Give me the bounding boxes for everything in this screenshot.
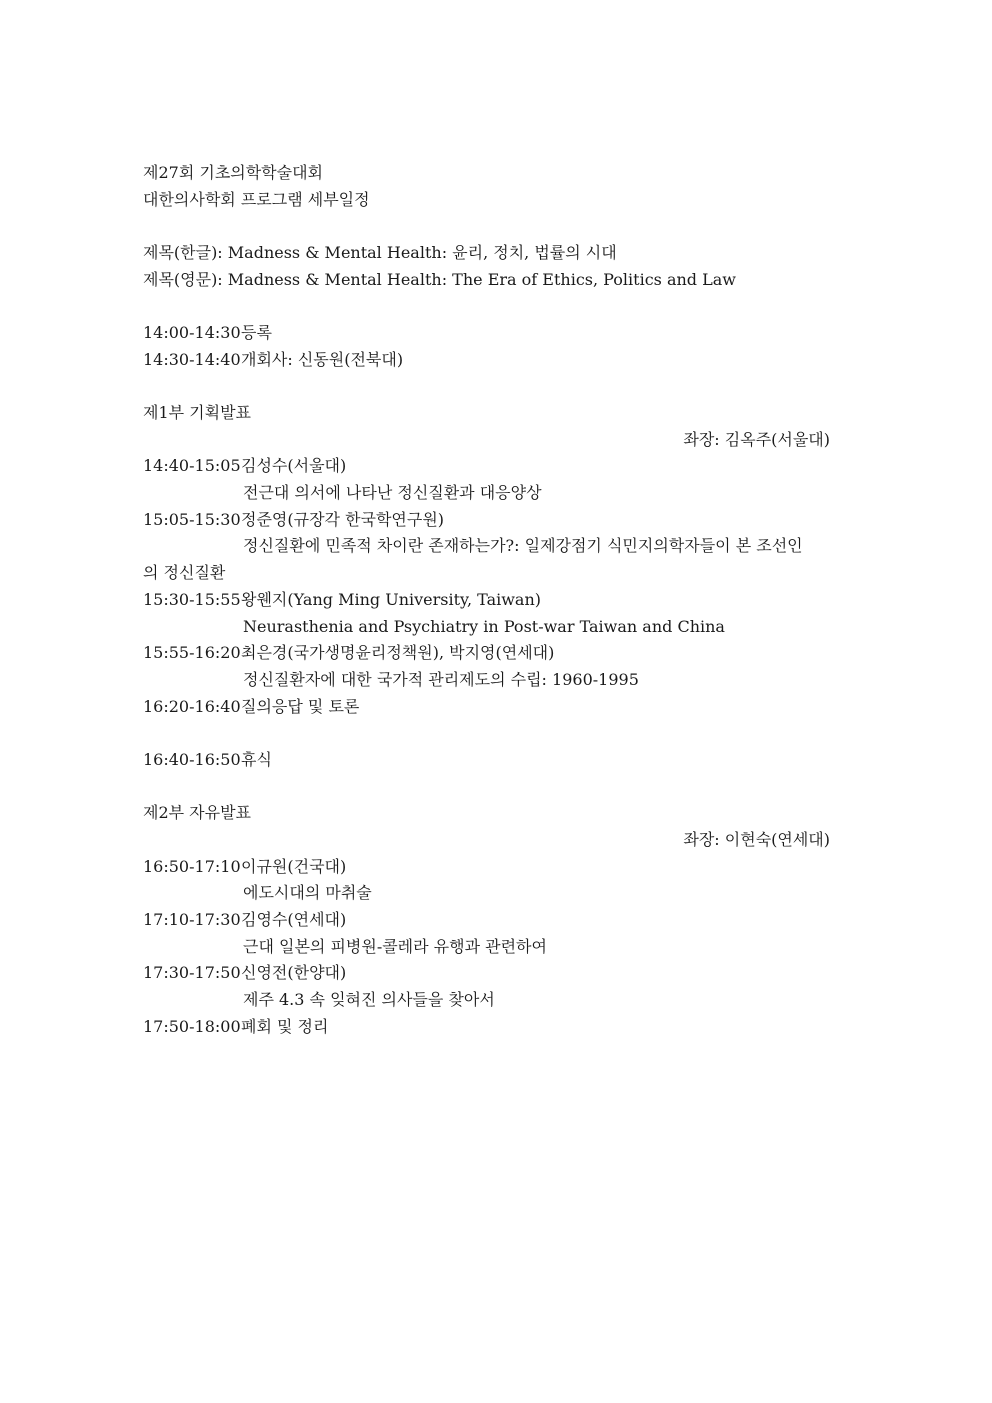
schedule-row xyxy=(143,350,403,370)
schedule-row xyxy=(143,910,346,930)
schedule-item: 휴식 xyxy=(241,750,272,769)
time-slot: 14:40-15:05 xyxy=(143,456,241,475)
time-slot: 17:50-18:00 xyxy=(143,1017,241,1036)
part1-chair: 좌장: 김옥주(서울대) xyxy=(683,430,830,449)
part2-heading: 제2부 자유발표 xyxy=(143,803,252,822)
schedule-row xyxy=(143,510,444,530)
speaker: 신영전(한양대) xyxy=(241,963,347,982)
schedule-item: 폐회 및 정리 xyxy=(241,1017,329,1036)
presentation-topic-continued: 의 정신질환 xyxy=(143,563,226,582)
time-slot: 15:05-15:30 xyxy=(143,510,241,529)
time-slot: 16:50-17:10 xyxy=(143,857,241,876)
schedule-row xyxy=(143,323,272,343)
time-slot: 14:30-14:40 xyxy=(143,350,241,369)
schedule-row xyxy=(143,857,346,877)
presentation-topic: 정신질환자에 대한 국가적 관리제도의 수립: 1960-1995 xyxy=(243,670,639,689)
schedule-row xyxy=(143,1017,328,1037)
time-slot: 16:20-16:40 xyxy=(143,697,241,716)
schedule-item: 개회사: 신동원(전북대) xyxy=(241,350,404,369)
schedule-item: 질의응답 및 토론 xyxy=(241,697,360,716)
speaker: 이규원(건국대) xyxy=(241,857,347,876)
conference-title: 제27회 기초의학학술대회 xyxy=(143,163,324,182)
schedule-row xyxy=(143,963,346,983)
title-korean: 제목(한글): Madness & Mental Health: 윤리, 정치, 법률의 시대 xyxy=(143,243,617,262)
schedule-row xyxy=(143,643,554,663)
speaker: 정준영(규장각 한국학연구원) xyxy=(241,510,445,529)
schedule-row xyxy=(143,697,359,717)
time-slot: 16:40-16:50 xyxy=(143,750,241,769)
schedule-title: 대한의사학회 프로그램 세부일정 xyxy=(143,190,370,209)
speaker: 왕웬지(Yang Ming University, Taiwan) xyxy=(241,590,542,609)
time-slot: 15:55-16:20 xyxy=(143,643,241,662)
time-slot: 17:10-17:30 xyxy=(143,910,241,929)
time-slot: 17:30-17:50 xyxy=(143,963,241,982)
schedule-row xyxy=(143,750,272,770)
schedule-row xyxy=(143,590,541,610)
presentation-topic: 에도시대의 마취술 xyxy=(243,883,372,902)
speaker: 최은경(국가생명윤리정책원), 박지영(연세대) xyxy=(241,643,555,662)
speaker: 김성수(서울대) xyxy=(241,456,347,475)
schedule-item: 등록 xyxy=(241,323,272,342)
time-slot: 15:30-15:55 xyxy=(143,590,241,609)
speaker: 김영수(연세대) xyxy=(241,910,347,929)
part2-chair: 좌장: 이현숙(연세대) xyxy=(683,830,830,849)
presentation-topic: 제주 4.3 속 잊혀진 의사들을 찾아서 xyxy=(243,990,495,1009)
title-english: 제목(영문): Madness & Mental Health: The Era of Ethics, Politics and Law xyxy=(143,270,736,289)
presentation-topic: 정신질환에 민족적 차이란 존재하는가?: 일제강점기 식민지의학자들이 본 조선인 xyxy=(243,536,803,555)
part1-heading: 제1부 기획발표 xyxy=(143,403,252,422)
schedule-row xyxy=(143,456,346,476)
presentation-topic: 근대 일본의 피병원-콜레라 유행과 관련하여 xyxy=(243,937,547,956)
time-slot: 14:00-14:30 xyxy=(143,323,241,342)
presentation-topic: Neurasthenia and Psychiatry in Post-war Taiwan and China xyxy=(243,617,725,636)
presentation-topic: 전근대 의서에 나타난 정신질환과 대응양상 xyxy=(243,483,542,502)
